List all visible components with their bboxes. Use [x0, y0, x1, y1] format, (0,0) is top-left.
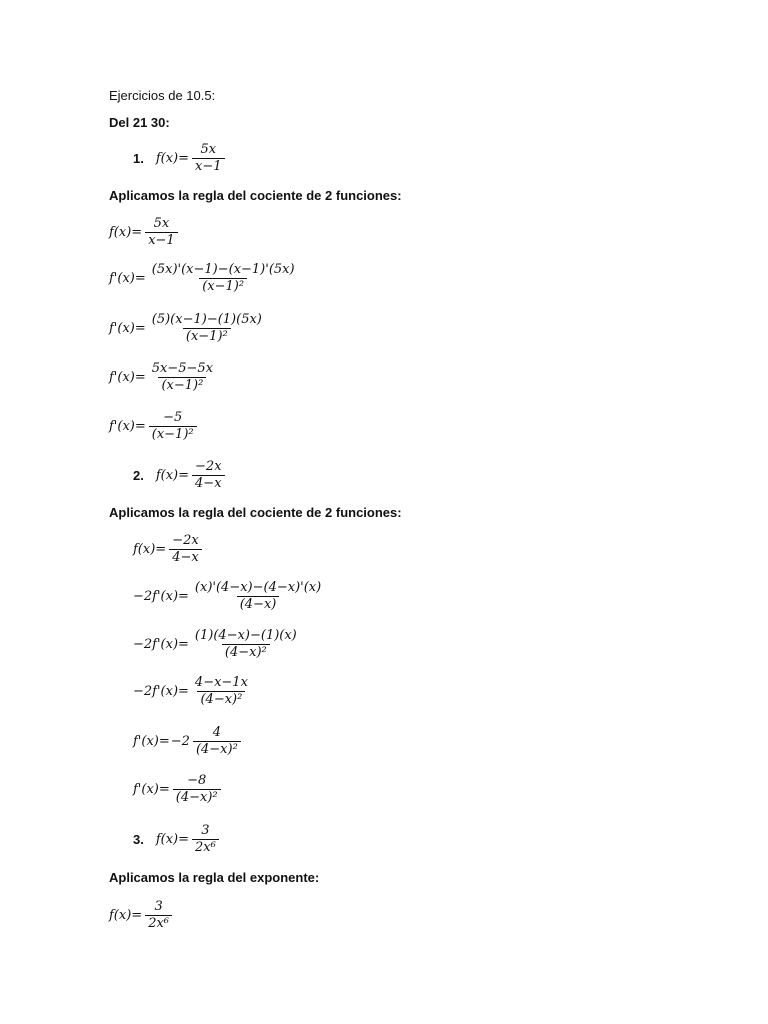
- denominator: 4−x: [169, 549, 202, 566]
- equation-2: [109, 212, 180, 252]
- numerator: −2x: [195, 458, 222, 474]
- page-heading: Ejercicios de 10.5:: [109, 88, 216, 103]
- exercise-range: Del 21 30:: [109, 115, 170, 130]
- equation-lhs: f'(x)=: [133, 733, 170, 749]
- equation-10: [133, 624, 302, 664]
- equation-8: [133, 529, 204, 569]
- equation-lhs: f'(x)=: [109, 270, 146, 286]
- denominator: (4−x)²: [222, 644, 270, 661]
- fraction: [192, 459, 225, 492]
- equation-lhs: −2f'(x)=: [133, 683, 189, 699]
- denominator: x−1: [192, 158, 225, 175]
- equation-lhs: f(x)=: [155, 467, 190, 483]
- numerator: 3: [201, 822, 210, 838]
- numerator: 4−x−1x: [194, 674, 248, 690]
- rule-text-quotient-2: Aplicamos la regla del cociente de 2 funciones:: [109, 505, 402, 520]
- equation-4: [109, 308, 267, 348]
- denominator: (4−x)²: [173, 789, 221, 806]
- numerator: 5x−5−5x: [151, 360, 214, 376]
- equation-15: [109, 895, 174, 935]
- fraction: [192, 580, 324, 613]
- numerator: 4: [212, 724, 221, 740]
- equation-lhs: f(x)=: [155, 831, 190, 847]
- equation-11: [133, 671, 253, 711]
- denominator: (x−1)²: [149, 426, 197, 443]
- fraction: [192, 823, 219, 856]
- equation-9: [133, 576, 326, 616]
- numerator: −8: [187, 772, 207, 788]
- denominator: 2x⁶: [145, 915, 172, 932]
- equation-lhs: f'(x)=: [109, 320, 146, 336]
- equation-lhs: f'(x)=: [109, 418, 146, 434]
- denominator: x−1: [145, 232, 178, 249]
- numerator: 3: [154, 898, 163, 914]
- equation-14: [133, 819, 221, 859]
- denominator: (4−x): [237, 596, 280, 613]
- numerator: (x)'(4−x)−(4−x)'(x): [194, 579, 322, 595]
- fraction: [145, 216, 178, 249]
- denominator: 4−x: [192, 475, 225, 492]
- fraction: [149, 312, 265, 345]
- rule-text-quotient-1: Aplicamos la regla del cociente de 2 funciones:: [109, 188, 402, 203]
- fraction: [192, 675, 251, 708]
- numerator: (1)(4−x)−(1)(x): [194, 627, 297, 643]
- equation-6: [109, 406, 199, 446]
- denominator: (4−x)²: [197, 691, 245, 708]
- equation-prefix: −2: [170, 733, 190, 749]
- equation-lhs: −2f'(x)=: [133, 588, 189, 604]
- denominator: (x−1)²: [158, 377, 206, 394]
- item-marker: 1.: [133, 150, 144, 166]
- equation-lhs: −2f'(x)=: [133, 636, 189, 652]
- denominator: (4−x)²: [193, 741, 241, 758]
- denominator: (x−1)²: [183, 328, 231, 345]
- numerator: (5x)'(x−1)−(x−1)'(5x): [151, 261, 295, 277]
- equation-12: [133, 721, 243, 761]
- fraction: [149, 361, 216, 394]
- fraction: [145, 899, 172, 932]
- fraction: [173, 773, 221, 806]
- item-marker: 2.: [133, 467, 144, 483]
- fraction: [169, 533, 202, 566]
- numerator: −5: [163, 409, 183, 425]
- denominator: 2x⁶: [192, 839, 219, 856]
- equation-lhs: f(x)=: [155, 150, 190, 166]
- equation-7: [133, 455, 227, 495]
- fraction: [149, 262, 298, 295]
- equation-lhs: f(x)=: [133, 541, 167, 557]
- numerator: 5x: [153, 215, 170, 231]
- rule-text-exponent: Aplicamos la regla del exponente:: [109, 870, 320, 885]
- equation-lhs: f(x)=: [109, 907, 143, 923]
- denominator: (x−1)²: [199, 278, 247, 295]
- equation-5: [109, 357, 218, 397]
- equation-3: [109, 258, 300, 298]
- equation-lhs: f'(x)=: [133, 781, 170, 797]
- numerator: 5x: [200, 141, 217, 157]
- equation-lhs: f(x)=: [109, 224, 143, 240]
- fraction: [192, 142, 225, 175]
- numerator: (5)(x−1)−(1)(5x): [151, 311, 262, 327]
- equation-lhs: f'(x)=: [109, 369, 146, 385]
- fraction: [149, 410, 197, 443]
- item-marker: 3.: [133, 831, 144, 847]
- fraction: [193, 725, 241, 758]
- numerator: −2x: [172, 532, 199, 548]
- equation-13: [133, 769, 223, 809]
- equation-1: [133, 138, 227, 178]
- fraction: [192, 628, 300, 661]
